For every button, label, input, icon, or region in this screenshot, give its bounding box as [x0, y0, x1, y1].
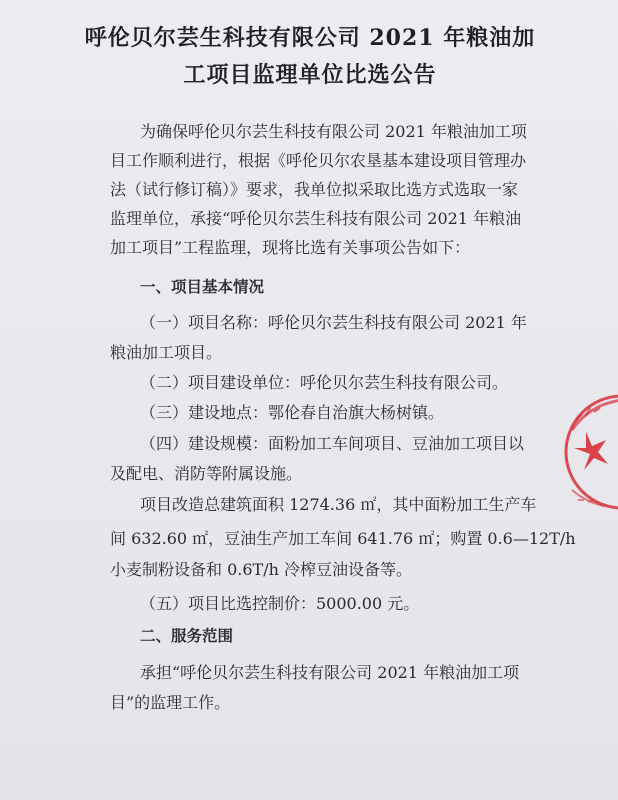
- intro-line: 目工作顺利进行，根据《呼伦贝尔农垦基本建设项目管理办: [110, 151, 527, 170]
- service-line: 承担“呼伦贝尔芸生科技有限公司 2021 年粮油加工项: [140, 663, 520, 682]
- section-heading-project-info: 一、项目基本情况: [140, 278, 265, 296]
- item-project-name-cont: 粮油加工项目。: [110, 343, 223, 362]
- intro-line: 监理单位，承接“呼伦贝尔芸生科技有限公司 2021 年粮油: [110, 209, 522, 228]
- intro-line: 为确保呼伦贝尔芸生科技有限公司 2021 年粮油加工项: [140, 122, 527, 141]
- item-construction-scale-cont: 及配电、消防等附属设施。: [110, 464, 303, 483]
- red-seal-stamp: [560, 390, 618, 520]
- section-heading-service-scope: 二、服务范围: [140, 627, 234, 645]
- item-construction-site: （三）建设地点：鄂伦春自治旗大杨树镇。: [140, 403, 445, 422]
- item-construction-unit: （二）项目建设单位：呼伦贝尔芸生科技有限公司。: [140, 373, 509, 392]
- star-icon: [574, 432, 608, 470]
- document-title-line-2: 工项目监理单位比选公告: [183, 62, 437, 88]
- document-title-line-1: 呼伦贝尔芸生科技有限公司 2021 年粮油加: [84, 25, 536, 51]
- scale-detail-line: 小麦制粉设备和 0.6T/h 冷榨豆油设备等。: [110, 560, 412, 579]
- service-line: 目”的监理工作。: [110, 693, 231, 712]
- scale-detail-line: 项目改造总建筑面积 1274.36 ㎡，其中面粉加工生产车: [140, 495, 537, 514]
- scale-detail-line: 间 632.60 ㎡，豆油生产加工车间 641.76 ㎡；购置 0.6—12T/h: [110, 529, 576, 548]
- item-project-name: （一）项目名称：呼伦贝尔芸生科技有限公司 2021 年: [140, 313, 527, 332]
- item-construction-scale: （四）建设规模：面粉加工车间项目、豆油加工项目以: [140, 434, 525, 453]
- intro-line: 法（试行修订稿）》要求，我单位拟采取比选方式选取一家: [110, 180, 519, 199]
- item-control-price: （五）项目比选控制价：5000.00 元。: [140, 594, 420, 613]
- intro-line: 加工项目”工程监理，现将比选有关事项公告如下：: [110, 238, 471, 257]
